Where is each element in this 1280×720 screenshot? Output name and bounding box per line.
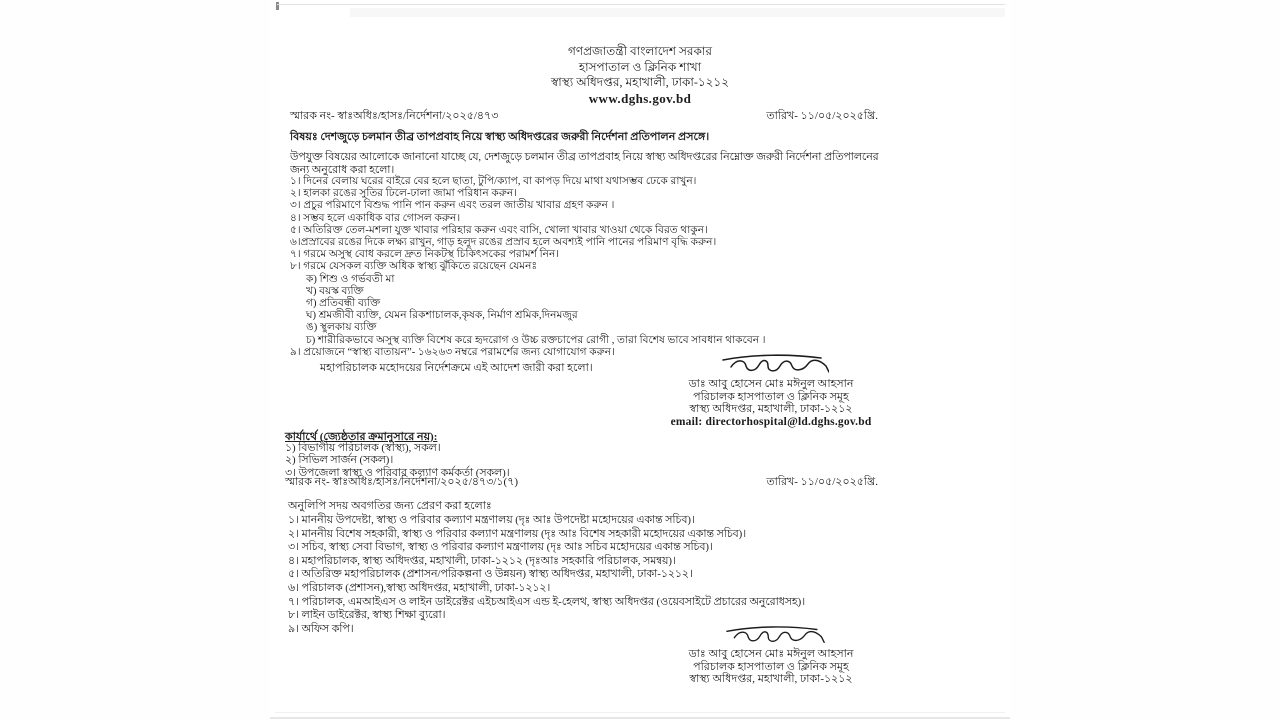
instruction-item: ৯। প্রয়োজনে “স্বাস্থ্য বাতায়ন”- ১৬২৬৩ নম্বরে পরামর্শের জন্য যোগাযোগ করুন।: [290, 346, 615, 358]
scan-artifact-bottom-line: [275, 712, 1005, 713]
subject-line: বিষয়ঃ দেশজুড়ে চলমান তীব্র তাপপ্রবাহ নিয়ে স্বাস্থ্য অধিদপ্তরের জরুরী নির্দেশনা প্রতিপালন প্রসঙ্গে।: [290, 131, 710, 143]
signature-block-secondary: [616, 624, 926, 686]
scan-artifact-band: [350, 8, 1005, 17]
signature-block-primary: [616, 352, 926, 428]
cc-recipient-item: ৬। পরিচালক (প্রশাসন),স্বাস্থ্য অধিদপ্তর, মহাখালী, ঢাকা-১২১২।: [288, 581, 551, 594]
action-recipient-item: ১) বিভাগীয় পরিচালক (স্বাস্থ্য), সকল।: [285, 442, 441, 454]
instruction-item: ৪। সম্ভব হলে একাধিক বার গোসল করুন।: [290, 212, 461, 224]
risk-group-item: চ) শারীরিকভাবে অসুস্থ ব্যক্তি বিশেষ করে হৃদরোগ ও উচ্চ রক্তচাপের রোগী , তারা বিশেষ ভাবে সাবধান থাকবেন ।: [306, 334, 766, 346]
instruction-item: ২। হালকা রঙের সুতির ঢিলে-ঢালা জামা পরিধান করুন।: [290, 188, 517, 200]
cc-recipient-item: ২। মাননীয় বিশেষ সহকারী, স্বাস্থ্য ও পরিবার কল্যাণ মন্ত্রণালয় (দৃঃ আঃ বিশেষ সহকারী মহোদয়ের একান্ত সচিব)।: [288, 527, 747, 540]
cc-recipient-item: ৮। লাইন ডাইরেক্টর, স্বাস্থ্য শিক্ষা ব্যুরো।: [288, 609, 446, 622]
action-recipient-item: ২) সিভিল সার্জন (সকল)।: [285, 454, 394, 467]
instruction-item: ৭। গরমে অসুস্থ বোধ করলে দ্রুত নিকটস্থ চিকিৎসকের পরামর্শ নিন।: [290, 249, 560, 261]
cc-recipient-item: ৯। অফিস কপি।: [288, 622, 354, 635]
memo-row-2: [285, 473, 878, 492]
cc-recipient-item: ৪। মহাপরিচালক, স্বাস্থ্য অধিদপ্তর, মহাখালী, ঢাকা-১২১২ (দৃঃআঃ সহকারি পরিচালক, সমন্বয়)।: [288, 554, 676, 567]
risk-group-item: ক) শিশু ও গর্ভবতী মা: [306, 273, 395, 285]
instruction-item: ৬।প্রস্রাবের রঙের দিকে লক্ষ্য রাখুন, গাড় হলুদ রঙের প্রস্রাব হলে অবশ্যই পানি পানের পরিমাণ বৃদ্ধি করুন।: [290, 237, 717, 249]
letterhead-government: গণপ্রজাতন্ত্রী বাংলাদেশ সরকার: [567, 44, 713, 58]
action-recipient-item: ৩। উপজেলা স্বাস্থ্য ও পরিবার কল্যাণ কর্মকর্তা (সকল)।: [285, 466, 510, 479]
cc-recipient-item: ৫। অতিরিক্ত মহাপরিচালক (প্রশাসন/পরিকল্পনা ও উন্নয়ন) স্বাস্থ্য অধিদপ্তর, মহাখালী, ঢাকা-১২১২।: [288, 568, 693, 581]
cc-recipient-list: [288, 514, 805, 636]
cc-recipient-item: ১। মাননীয় উপদেষ্টা, স্বাস্থ্য ও পরিবার কল্যাণ মন্ত্রণালয় (দৃঃ আঃ উপদেষ্টা মহোদয়ের একান্ত সচিব)।: [288, 514, 695, 526]
instruction-item: ৮। গরমে যেসকল ব্যক্তি অধিক স্বাস্থ্য ঝুঁকিতে রয়েছেন যেমনঃ: [290, 261, 538, 273]
intro-paragraph: [290, 151, 879, 177]
cc-section-heading: অনুলিপি সদয় অবগতির জন্য প্রেরণ করা হলোঃ: [288, 500, 492, 512]
letterhead-branch: হাসপাতাল ও ক্লিনিক শাখা: [578, 59, 702, 74]
letterhead-website: www.dghs.gov.bd: [588, 90, 692, 106]
order-issued-line: মহাপরিচালক মহোদয়ের নির্দেশক্রমে এই আদেশ জারী করা হলো।: [320, 362, 593, 374]
signature-scrawl-icon: [713, 352, 829, 376]
cc-recipient-item: ৭। পরিচালক, এমআইএস ও লাইন ডাইরেক্টর এইচআইএস এন্ড ই-হেলথ, স্বাস্থ্য অধিদপ্তর (ওয়েবসাইটে প্রচারের অনুরোধসহ)।: [288, 595, 806, 608]
document-page: [270, 0, 1010, 720]
memo-date-1: তারিখ- ১১/০৫/২০২৫খ্রি.: [766, 110, 878, 122]
instruction-item: ৩। প্রচুর পরিমাণে বিশুদ্ধ পানি পান করুন এবং তরল জাতীয় খাবার গ্রহণ করুন ।: [290, 200, 615, 212]
signature-scrawl-icon: [713, 624, 829, 646]
memo-row-1: [290, 107, 878, 126]
instruction-list: [290, 176, 766, 359]
risk-group-item: ঙ) স্থুলকায় ব্যক্তি: [306, 322, 377, 334]
action-section-heading: কার্যার্থে (জ্যেষ্ঠতার ক্রমানুসারে নয়):: [285, 431, 438, 443]
scan-artifact-top-line: [277, 4, 1005, 5]
memo-number-2: স্মারক নং- স্বাঃঅধিঃ/হাসঃ/নির্দেশনা/২০২৫/৪৭৩/১(৭): [285, 476, 519, 488]
signatory-name: ডাঃ আবু হোসেন মোঃ মঈনুল আহসান: [688, 378, 854, 390]
risk-group-item: খ) বয়স্ক ব্যক্তি: [306, 285, 364, 297]
signatory-name: ডাঃ আবু হোসেন মোঃ মঈনুল আহসান: [688, 648, 854, 660]
cc-recipient-item: ৩। সচিব, স্বাস্থ্য সেবা বিভাগ, স্বাস্থ্য ও পরিবার কল্যাণ মন্ত্রণালয় (দৃঃ আঃ সচিব মহোদয়ের একান্ত সচিব)।: [288, 541, 713, 554]
signatory-org: স্বাস্থ্য অধিদপ্তর, মহাখালী, ঢাকা-১২১২: [689, 673, 853, 686]
signatory-title: পরিচালক হাসপাতাল ও ক্লিনিক সমূহ: [693, 390, 849, 403]
instruction-item: ৫। অতিরিক্ত তেল-মশলা যুক্ত খাবার পরিহার করুন এবং বাসি, খোলা খাবার খাওয়া থেকে বিরত থাকুন।: [290, 224, 708, 236]
risk-group-item: গ) প্রতিবন্ধী ব্যক্তি: [306, 298, 381, 310]
intro-line-2: জন্য অনুরোধ করা হলো।: [290, 164, 395, 176]
scan-artifact-bottom-edge: [270, 717, 1010, 719]
signatory-org: স্বাস্থ্য অধিদপ্তর, মহাখালী, ঢাকা-১২১২: [689, 403, 853, 416]
instruction-item: ১। দিনের বেলায় ঘরের বাইরে বের হলে ছাতা, টুপি/ক্যাপ, বা কাপড় দিয়ে মাথা যথাসম্ভব ঢেকে রাখুন।: [290, 176, 697, 187]
letterhead-directorate: স্বাস্থ্য অধিদপ্তর, মহাখালী, ঢাকা-১২১২: [550, 75, 730, 89]
intro-line-1: উপযুক্ত বিষয়ের আলোকে জানানো যাচ্ছে যে, দেশজুড়ে চলমান তীব্র তাপপ্রবাহ নিয়ে স্বাস্থ্য অধিদপ্তরের নিম্নোক্ত জরুরী নির্দেশনা প্রতিপালনের: [290, 151, 879, 163]
signatory-title: পরিচালক হাসপাতাল ও ক্লিনিক সমূহ: [693, 660, 849, 673]
memo-date-2: তারিখ- ১১/০৫/২০২৫খ্রি.: [766, 476, 878, 488]
signatory-email: email: directorhospital@ld.dghs.gov.bd: [670, 415, 872, 428]
letterhead: [270, 44, 1010, 106]
risk-group-item: ঘ) শ্রমজীবী ব্যক্তি, যেমন রিকশাচালক,কৃষক, নির্মাণ শ্রমিক,দিনমজুর: [306, 310, 578, 322]
memo-number-1: স্মারক নং- স্বাঃঅধিঃ/হাসঃ/নির্দেশনা/২০২৫/৪৭৩: [290, 110, 499, 122]
